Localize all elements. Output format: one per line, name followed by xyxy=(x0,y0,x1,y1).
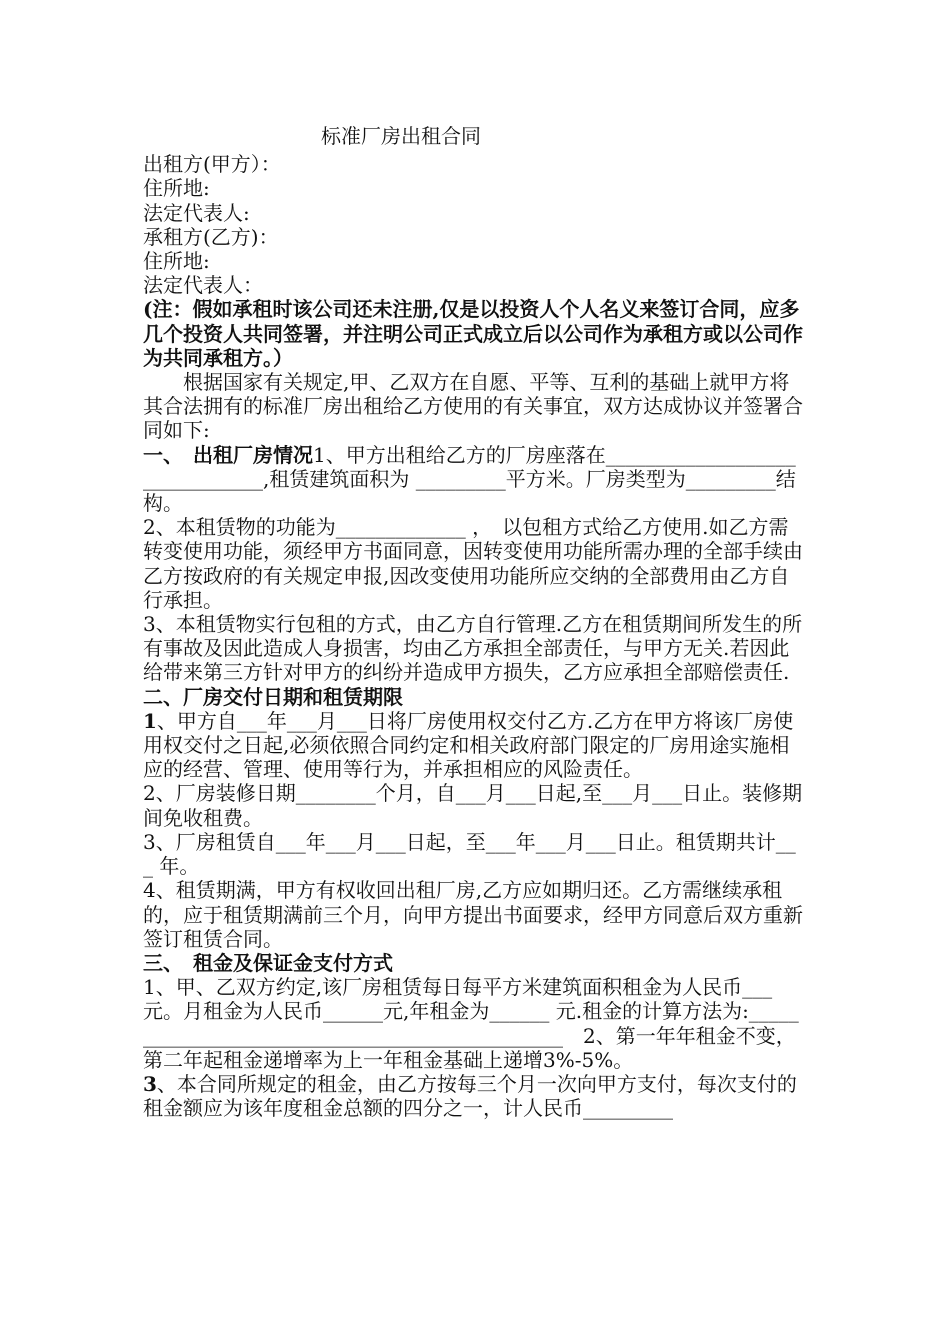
section-2-item-1-text: 、甲方自___年___月___日将厂房使用权交付乙方.乙方在甲方将该厂房使用权交付之日起,必须依照合同约定和相关政府部门限定的厂房用途实施相应的经营、管理、使用等行为，并承担相应的风险责任。 xyxy=(143,708,794,782)
document-title: 标准厂房出租合同 xyxy=(321,124,481,148)
section-3-item-1: 1、甲、乙双方约定,该厂房租赁每日每平方米建筑面积租金为人民币___ 元。月租金为人民币______元,年租金为______ 元.租金的计算方法为:_______________________________________________ 2、第一年年租金不变，第二年起租金递增率为上一年租金基础上递增3%-5%。 xyxy=(143,975,799,1072)
section-1-item-1-text: 1、甲方出租给乙方的厂房座落在_______________________________,租赁建筑面积为 _________平方米。厂房类型为_________结构。 xyxy=(143,442,796,516)
section-1-item-3-text: 3、本租赁物实行包租的方式，由乙方自行管理.乙方在租赁期间所发生的所有事故及因此造成人身损害，均由乙方承担全部责任，与甲方无关.若因此给带来第三方针对甲方的纠纷并造成甲方损失，乙方应承担全部赔偿责任. xyxy=(143,612,803,685)
party-lessee-address: 住所地: xyxy=(143,249,210,274)
section-3-item-3-text: 、本合同所规定的租金，由乙方按每三个月一次向甲方支付，每次支付的租金额应为该年度租金总额的四分之一，计人民币_________ xyxy=(143,1071,797,1121)
party-lessee: 承租方(乙方)： xyxy=(143,224,279,249)
section-2-item-1-number: 1 xyxy=(143,708,157,733)
section-1-heading: 一、 出租厂房情况 xyxy=(143,442,313,467)
contract-page xyxy=(143,124,805,1120)
section-3-item-3-number: 3 xyxy=(143,1071,157,1096)
section-1-item-1 xyxy=(143,443,805,516)
section-2-item-2: 2、厂房装修日期________个月，自___月___日起,至___月___日止。装修期间免收租费。 xyxy=(143,781,803,830)
preamble: 根据国家有关规定,甲、乙双方在自愿、平等、互利的基础上就甲方将其合法拥有的标准厂房出租给乙方使用的有关事宜，双方达成协议并签署合同如下: xyxy=(143,370,803,443)
section-2-item-1 xyxy=(143,709,805,782)
party-lessee-representative: 法定代表人： xyxy=(143,273,263,298)
section-3-heading: 三、 租金及保证金支付方式 xyxy=(143,950,393,975)
section-2-heading: 二、厂房交付日期和租赁期限 xyxy=(143,684,403,709)
section-2-item-4: 4、租赁期满，甲方有权收回出租厂房,乙方应如期归还。乙方需继续承租的，应于租赁期满前三个月，向甲方提出书面要求，经甲方同意后双方重新签订租赁合同。 xyxy=(143,878,803,951)
party-lessor-representative: 法定代表人: xyxy=(143,200,250,225)
registration-note: (注：假如承租时该公司还未注册,仅是以投资人个人名义来签订合同，应多几个投资人共同签署，并注明公司正式成立后以公司作为承租方或以公司作为共同承租方。） xyxy=(143,297,803,370)
section-1-item-2: 2、本租赁物的功能为_____________ ， 以包租方式给乙方使用.如乙方需转变使用功能，须经甲方书面同意，因转变使用功能所需办理的全部手续由乙方按政府的有关规定申报,因改变使用功能所应交纳的全部费用由乙方自行承担。 xyxy=(143,515,803,612)
party-lessor: 出租方(甲方）： xyxy=(143,152,281,177)
party-lessor-address: 住所地: xyxy=(143,176,210,201)
section-3-item-3 xyxy=(143,1072,805,1120)
section-2-item-3: 3、厂房租赁自___年___月___日起，至___年___月___日止。租赁期共计___ 年。 xyxy=(143,829,796,879)
section-1-item-3 xyxy=(143,612,805,709)
